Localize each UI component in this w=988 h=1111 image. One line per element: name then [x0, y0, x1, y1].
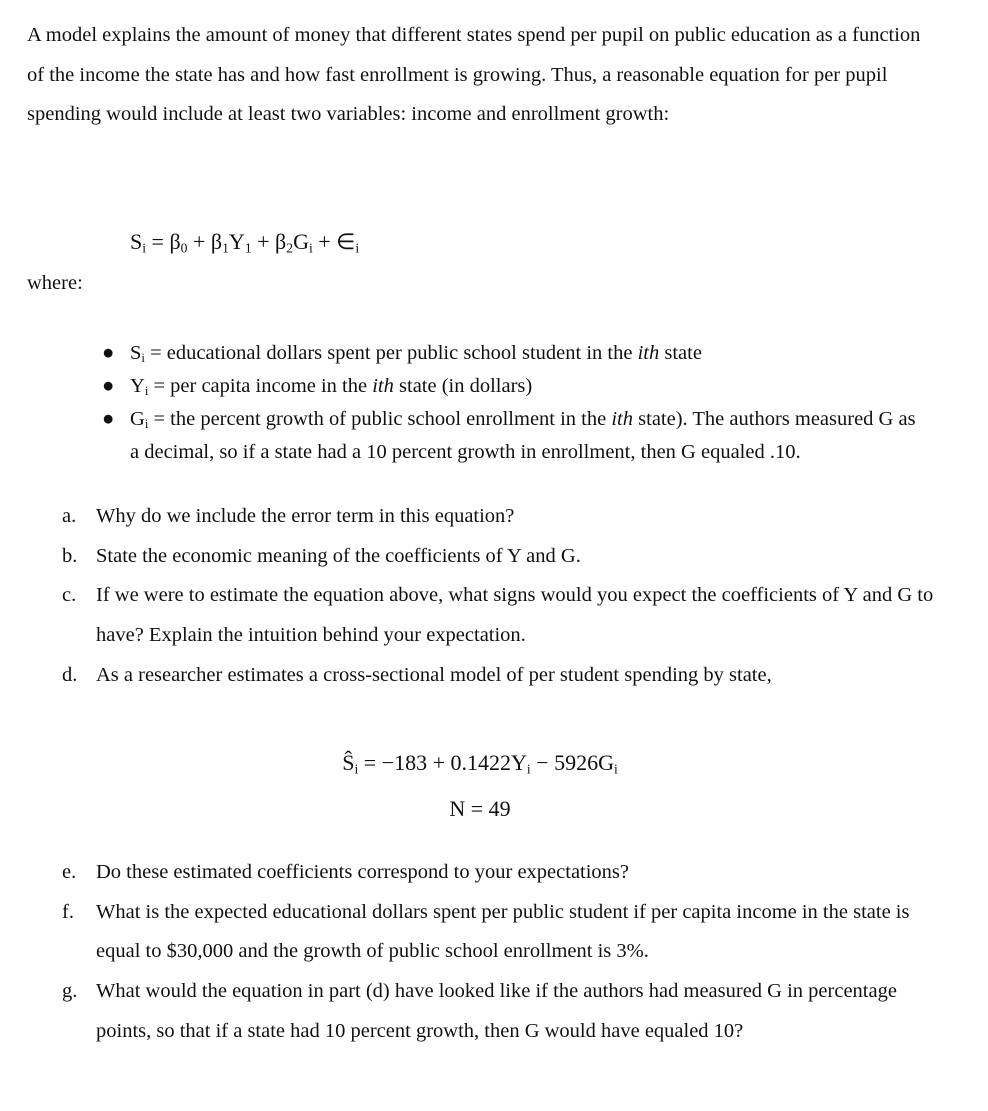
questions-e-g [62, 853, 942, 1052]
bullet-icon: ● [102, 407, 115, 430]
intro-paragraph: A model explains the amount of money that different states spend per pupil on public education as a function of the income the state has and how fast enrollment is growing. Thus, a reasonable equation for per pupil spending would include at least two variables: income and enrollment growth: [27, 24, 921, 126]
question-c: c. If we were to estimate the equation above, what signs would you expect the coefficients of Y and G to have? Explain the intuition behind your expectation. [62, 584, 934, 647]
where-label: where: [27, 272, 83, 294]
estimated-equation: $Ŝ_i = -183 + 0.1422Y_i - 5926G_i$ N = 49 [0, 743, 960, 829]
bullet-icon: ● [102, 342, 115, 364]
questions-a-d [62, 497, 942, 696]
question-b: b. State the economic meaning of the coefficients of Y and G. [62, 544, 581, 567]
question-e: e. Do these estimated coefficients correspond to your expectations? [62, 861, 630, 883]
question-d: d. As a researcher estimates a cross-sectional model of per student spending by state, [62, 663, 772, 686]
sample-size: N = 49 [449, 796, 511, 822]
question-a: a. Why do we include the error term in this equation? [62, 505, 515, 527]
list-item: ● $G_i$ = the percent growth of public school enrollment in the ith state). The authors measured G as a decimal, so if a state had a 10 percent growth in enrollment, then G equaled .10. [102, 406, 922, 467]
list-item: ● $S_i$ = educational dollars spent per public school student in the ith state [102, 340, 922, 373]
variable-definitions [102, 340, 922, 467]
question-f: f. What is the expected educational dollars spent per public student if per capita income in the state is equal to $30,000 and the growth of public school enrollment is 3%. [62, 900, 910, 963]
bullet-icon: ● [102, 374, 115, 397]
question-g: g. What would the equation in part (d) have looked like if the authors had measured G in percentage points, so that if a state had 10 percent growth, then G would have equaled 10? [62, 980, 897, 1042]
model-equation: $S_i = \beta_0 + \beta_1Y_1 + \beta_2G_i$ + $\in_i$ [130, 229, 360, 256]
list-item: ● $Y_i$ = per capita income in the ith state (in dollars) [102, 373, 922, 406]
